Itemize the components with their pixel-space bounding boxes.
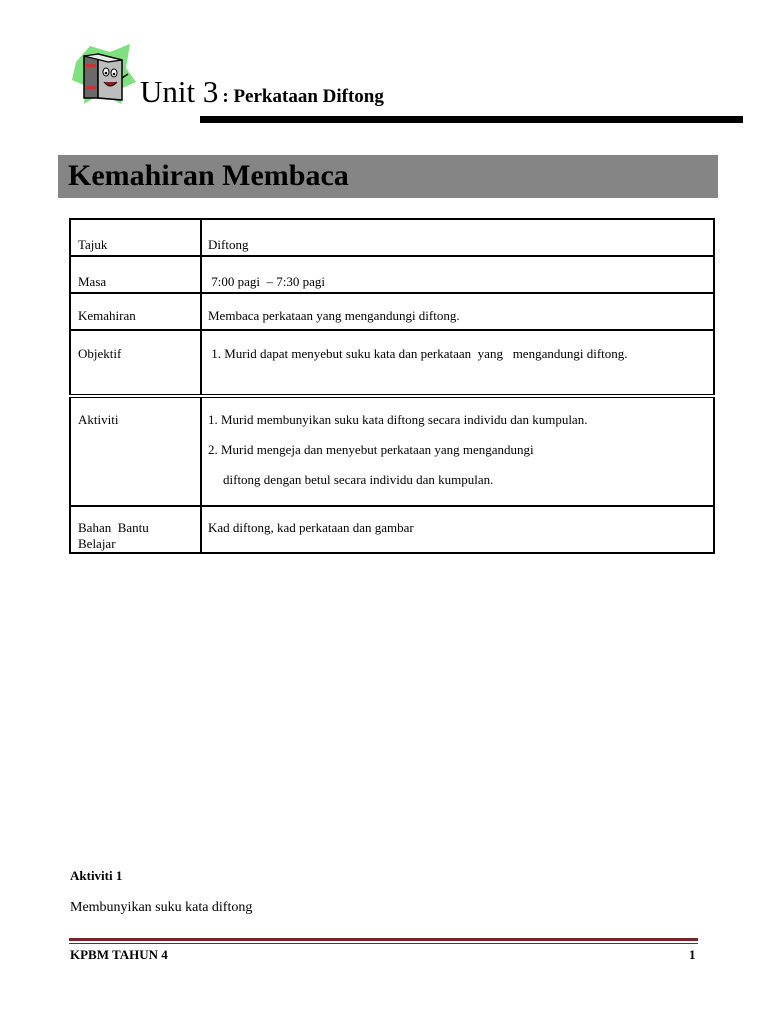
table-row — [70, 219, 714, 256]
header-rule — [200, 116, 743, 123]
table-row — [70, 256, 714, 293]
section-title: Kemahiran Membaca — [68, 159, 349, 192]
activity-title: Aktiviti 1 — [70, 868, 123, 883]
row-value: Membaca perkataan yang mengandungi diftong. — [208, 308, 460, 323]
row-label: Objektif — [70, 330, 201, 396]
activity-line: 1. Murid membunyikan suku kata diftong secara individu dan kumpulan. — [208, 412, 588, 427]
activity-line: 2. Murid mengeja dan menyebut perkataan yang mengandungi — [208, 442, 534, 457]
footer-rule-thin — [69, 943, 698, 944]
page-number: 1 — [689, 947, 696, 962]
table-row — [70, 396, 714, 506]
book-character-icon — [70, 42, 136, 106]
row-value: 7:00 pagi – 7:30 pagi — [208, 274, 325, 289]
row-value — [201, 396, 714, 506]
activity-line: diftong dengan betul secara individu dan kumpulan. — [223, 472, 494, 487]
row-value: Diftong — [208, 237, 249, 252]
lesson-info-table — [69, 218, 715, 554]
row-label: Masa — [70, 256, 201, 293]
unit-subtitle: : Perkataan Diftong — [222, 86, 384, 107]
table-row — [70, 330, 714, 396]
activity-description: Membunyikan suku kata diftong — [70, 900, 253, 915]
unit-heading — [140, 74, 384, 110]
footer-rule — [69, 938, 698, 941]
unit-number: Unit 3 — [140, 74, 219, 109]
row-value: 1. Murid dapat menyebut suku kata dan perkataan yang mengandungi diftong. — [208, 346, 628, 361]
row-label — [70, 506, 201, 553]
label-line: Belajar — [78, 536, 116, 551]
label-line: Bahan Bantu — [78, 520, 149, 535]
footer-label: KPBM TAHUN 4 — [70, 947, 168, 962]
row-label: Aktiviti — [70, 396, 201, 506]
section-banner — [58, 155, 718, 198]
row-value: Kad diftong, kad perkataan dan gambar — [208, 520, 414, 535]
row-label: Tajuk — [70, 219, 201, 256]
row-label: Kemahiran — [70, 293, 201, 330]
table-row — [70, 293, 714, 330]
table-row — [70, 506, 714, 553]
